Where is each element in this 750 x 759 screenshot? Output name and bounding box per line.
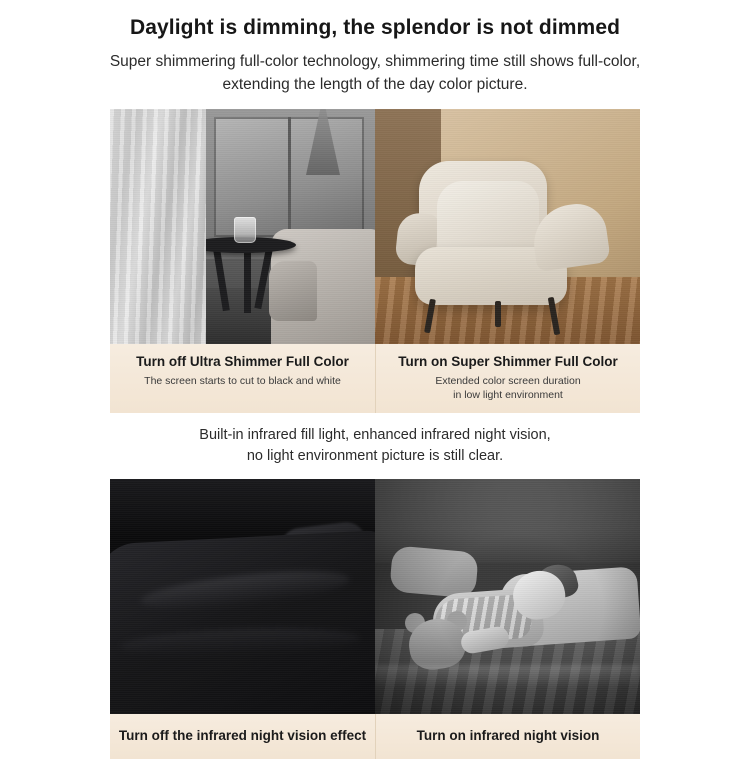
photo-shimmer-off	[110, 109, 375, 344]
caption-shimmer-on	[375, 344, 640, 413]
infrared-comparison-block	[110, 479, 640, 759]
full-color-comparison-block	[110, 109, 640, 413]
caption-shimmer-off	[110, 344, 375, 413]
caption-subtitle	[382, 374, 634, 402]
caption-title: Turn off Ultra Shimmer Full Color	[136, 354, 349, 369]
dark-duvet-shape	[110, 529, 375, 714]
page-title: Daylight is dimming, the splendor is not dimmed	[129, 16, 621, 39]
page-subtitle-line-2: extending the length of the day color picture.	[222, 76, 528, 93]
photo-shimmer-on	[375, 109, 640, 344]
infrared-caption-row	[110, 714, 640, 759]
infrared-description-line-2: no light environment picture is still clear.	[246, 448, 504, 464]
chair-leg-shape	[495, 301, 501, 327]
page-subtitle	[25, 50, 725, 96]
armchair-arm-shape	[269, 261, 317, 321]
full-color-caption-row	[110, 344, 640, 413]
caption-subtitle-line-1: Extended color screen duration	[435, 375, 581, 387]
caption-subtitle: The screen starts to cut to black and white	[144, 375, 341, 387]
drinking-glass-shape	[234, 217, 256, 243]
page-subtitle-line-1: Super shimmering full-color technology, shimmering time still shows full-color,	[109, 53, 641, 70]
full-color-photo-row	[110, 109, 640, 344]
caption-title: Turn off the infrared night vision effect	[118, 728, 367, 743]
curtain-shape	[110, 109, 206, 344]
caption-infrared-off	[110, 714, 375, 759]
table-leg-shape	[244, 249, 251, 313]
photo-infrared-on	[375, 479, 640, 714]
caption-title: Turn on infrared night vision	[416, 728, 600, 743]
ir-vignette-overlay	[375, 479, 640, 714]
window-mullion	[288, 117, 291, 237]
caption-infrared-on	[375, 714, 640, 759]
infrared-photo-row	[110, 479, 640, 714]
infrared-description-line-1: Built-in infrared fill light, enhanced infrared night vision,	[199, 427, 551, 443]
infrared-section-description	[199, 425, 550, 467]
caption-subtitle-line-2: in low light environment	[453, 389, 563, 401]
caption-title: Turn on Super Shimmer Full Color	[398, 354, 618, 369]
photo-infrared-off	[110, 479, 375, 714]
